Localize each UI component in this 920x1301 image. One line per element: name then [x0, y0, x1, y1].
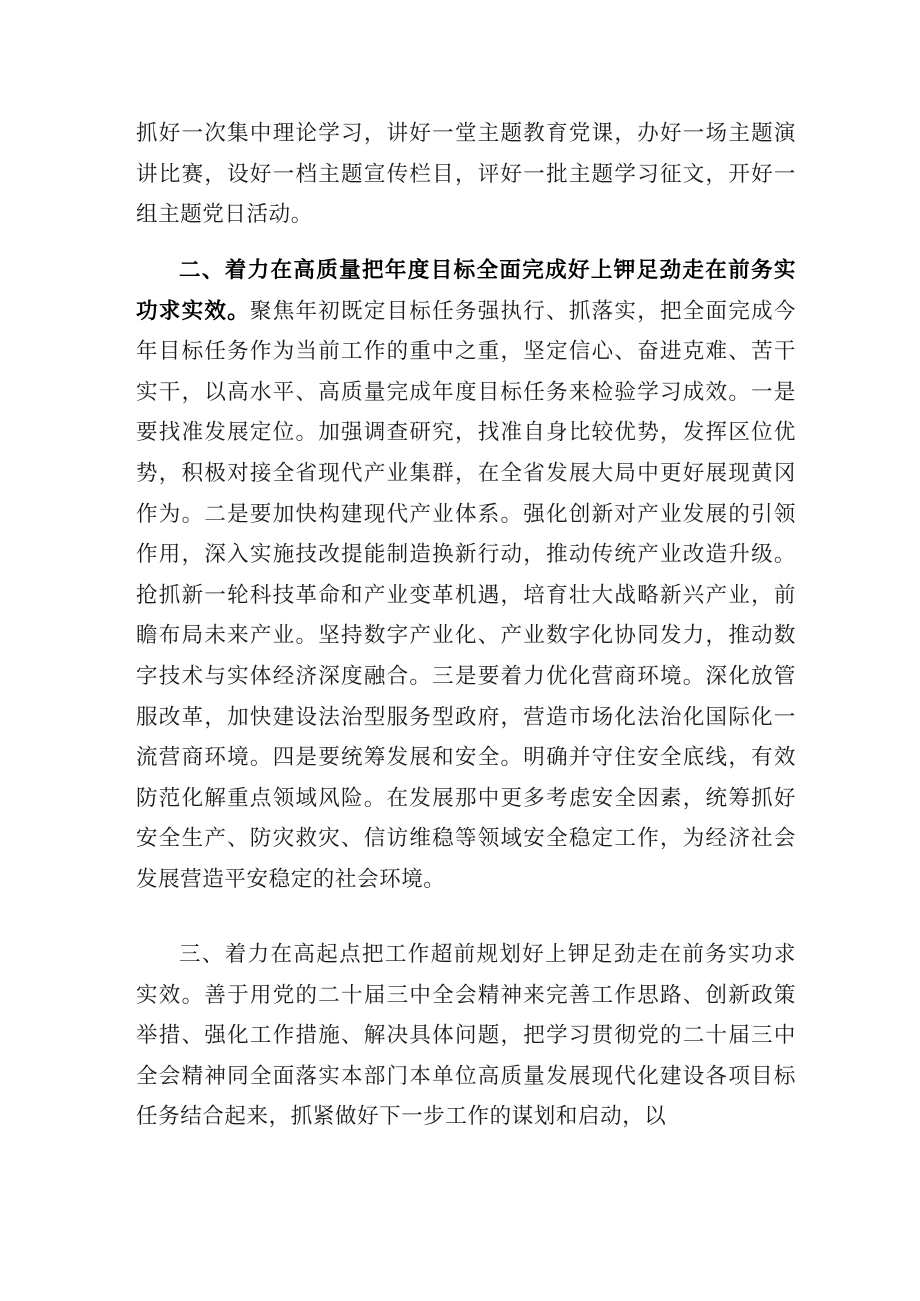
paragraph-section-three: 三、着力在高起点把工作超前规划好上钾足劲走在前务实功求实效。善于用党的二十届三中全会精神来完善工作思路、创新政策举措、强化工作措施、解决具体问题，把学习贯彻党的二十届三中全会精神同全面落实本部门本单位高质量发展现代化建设各项目标任务结合起来，抓紧做好下一步工作的谋划和启动，以	[136, 942, 796, 1130]
section-two-heading: 二、着力在高质量把年度目标全面完成好上钾足劲走在前务实功求实效。	[136, 258, 796, 324]
section-two-body: 聚焦年初既定目标任务强执行、抓落实，把全面完成今年目标任务作为当前工作的重中之重，坚定信心、奋进克难、苦干实干，以高水平、高质量完成年度目标任务来检验学习成效。一是要找准发展定位。加强调查研究，找准自身比较优势，发挥区位优势，积极对接全省现代产业集群，在全省发展大局中更好展现黄冈作为。二是要加快构建现代产业体系。强化创新对产业发展的引领作用，深入实施技改提能制造换新行动，推动传统产业改造升级。抢抓新一轮科技革命和产业变革机遇，培育壮大战略新兴产业，前瞻布局未来产业。坚持数字产业化、产业数字化协同发力，推动数字技术与实体经济深度融合。三是要着力优化营商环境。深化放管服改革，加快建设法治型服务型政府，营造市场化法治化国际化一流营商环境。四是要统筹发展和安全。明确并守住安全底线，有效防范化解重点领域风险。在发展那中更多考虑安全因素，统筹抓好安全生产、防灾救灾、信访维稳等领域安全稳定工作，为经济社会发展营造平安稳定的社会环境。	[136, 298, 796, 892]
paragraph-section-two	[136, 251, 796, 901]
paragraph-continuation: 抓好一次集中理论学习，讲好一堂主题教育党课，办好一场主题演讲比赛，设好一档主题宣传栏目，评好一批主题学习征文，开好一组主题党日活动。	[136, 121, 796, 228]
